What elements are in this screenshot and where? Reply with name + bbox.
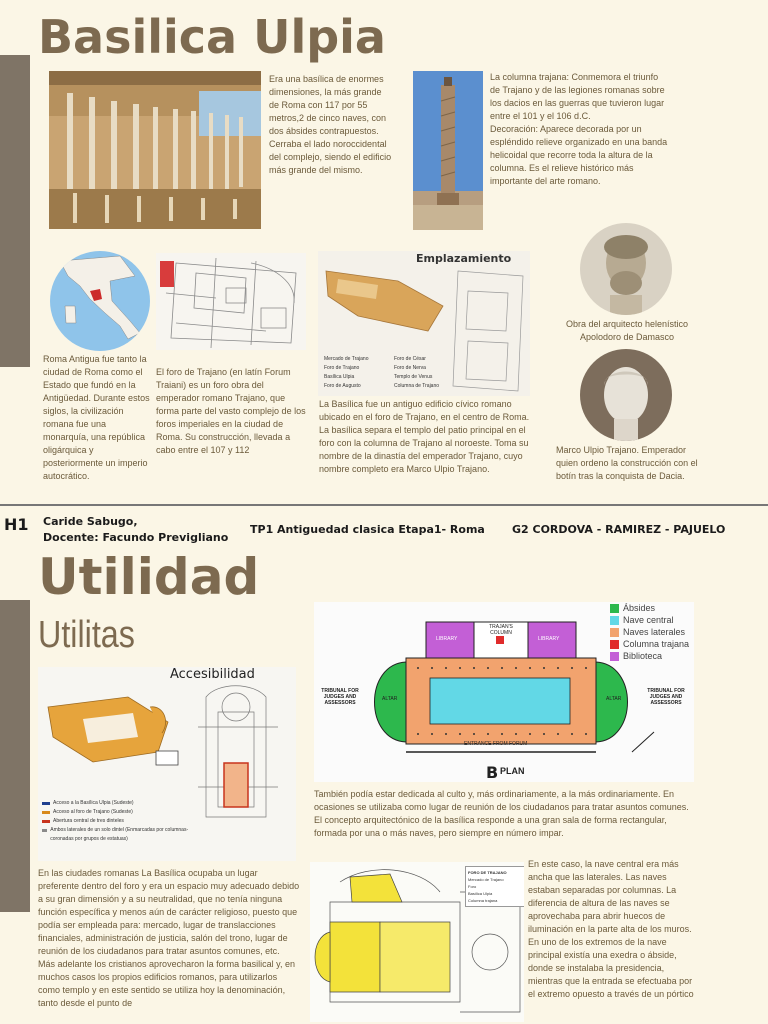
legend-entry bbox=[610, 638, 689, 650]
section-subtitle-utilitas: Utilitas bbox=[38, 614, 135, 656]
basilica-plan-figure bbox=[314, 602, 694, 782]
basilica-intro-text: Era una basílica de enormes dimensiones, la más grande de Roma con 117 por 55 metros,2 de cinco naves, con dos ábsides contrapuestos. Cerraba el lado noroccidental del complejo, siendo el edificio más grande del mismo. bbox=[269, 74, 392, 175]
plan-label: PLAN bbox=[500, 766, 525, 776]
legend-entry bbox=[42, 826, 192, 844]
nave-central-text: En este caso, la nave central era más ancha que las laterales. Las naves estaban separadas por columnas. La diferencia de altura de las naves se aprovechaba para abrir huecos de iluminación en la parte alta de los muros. En uno de los extremos de la nave principal existía una exedra o ábside, donde se instalaba la presidencia, mientras que la entrada se efectuaba por el extremo opuesto a través de un pórtico bbox=[528, 859, 694, 999]
legend-entry: Foro bbox=[468, 884, 477, 889]
apolodoro-caption: Obra del arquitecto helenístico Apolodoro de Damasco bbox=[565, 319, 689, 342]
accesibilidad-figure bbox=[38, 667, 296, 861]
legend-entry: Mercado de Trajano bbox=[324, 356, 369, 362]
legend-text: Ábsides bbox=[623, 603, 656, 613]
legend-entry bbox=[610, 614, 689, 626]
basilica-description-text: La Basílica fue un antiguo edificio cívico romano ubicado en el foro de Trajano, en el centro de Roma. La basílica separa el templo del patio principal en el foro con la columna de Trajano al noroeste. Toma su nombre de la dinastía del emperador Trajano, cuyo nombre completo era Marco Ulpio Trajano. bbox=[319, 399, 530, 474]
culto-text: También podía estar dedicada al culto y, más ordinariamente, a la más ordinariamente. En ocasiones se utilizaba como lugar de reunión de los ciudadanos para tratar asuntos comunes. El concepto arquitectónico de la basílica responde a una gran sala de forma rectangular, formada por una o más naves, pero siempre en número impar. bbox=[314, 789, 689, 838]
tribunal-right-label: TRIBUNAL FOR JUDGES AND ASSESSORS bbox=[647, 688, 685, 706]
trajan-column-photo bbox=[413, 71, 483, 230]
ciudades-romanas-text: En las ciudades romanas La Basílica ocupaba un lugar preferente dentro del foro y era un espacio muy adecuado debido a su gran dimensión y a su neutralidad, que no tenía ninguna función específica y menos aún de carácter religioso, puesto que podía ser empleada para: mercado, lugar de translacciones financiales, administración de justicia, salón del trono, lugar de reunión de los ciudadanos para tratar asuntos comunes, etc. Más adelante los cristianos aprovecharon la forma basilical y, en muchos casos los propios edificios romanos, para utilizarlos como templo y en este sentido se utiliza hoy la denominación, tanto desde el punto de bbox=[38, 868, 300, 1008]
legend-text: Columna trajana bbox=[623, 639, 690, 649]
legend-text: Abertura central de tres dinteles bbox=[53, 818, 124, 824]
legend-entry bbox=[42, 817, 192, 826]
legend-entry: Foro de Trajano bbox=[324, 365, 360, 371]
page-title: Basilica Ulpia bbox=[38, 10, 386, 64]
h1-label: H1 bbox=[4, 515, 29, 534]
italy-map bbox=[50, 251, 150, 351]
legend-entry: Templo de Venus bbox=[394, 374, 433, 380]
legend-entry: Columna de Trajano bbox=[394, 383, 440, 389]
roma-antigua-text: Roma Antigua fue tanto la ciudad de Roma como el Estado que fundó en la Antigüedad. Durante estos siglos, la civilización romana fue una monarquía, una república oligárquica y posteriormente un imperio autocrático. bbox=[43, 354, 150, 481]
basilica-interior-photo bbox=[49, 71, 261, 229]
library-left-label: LIBRARY bbox=[436, 636, 458, 642]
accesibilidad-legend bbox=[42, 799, 192, 844]
emplazamiento-label: Emplazamiento bbox=[416, 252, 512, 265]
trajano-bust-photo bbox=[580, 349, 672, 441]
legend-entry: Basílica Ulpia bbox=[468, 891, 493, 896]
legend-text: Acceso a la Basílica Ulpia (Sudeste) bbox=[53, 800, 134, 806]
legend-text: Acceso al foro de Trajano (Sudeste) bbox=[53, 809, 133, 815]
trajan-column-text: La columna trajana: Conmemora el triunfo de Trajano y de las legiones romanas sobre los dacios en las guerras que tuvieron lugar entre el 101 y el 106 d.C. Decoración: Aparece decorada por un espléndido relieve organizado en una banda helicoidal que recorre toda la altura de la columna. Es el relieve histórico más importante del arte romano. bbox=[490, 72, 668, 186]
emplazamiento-legend bbox=[324, 355, 464, 390]
legend-entry bbox=[42, 808, 192, 817]
plan-legend bbox=[610, 602, 689, 662]
legend-entry: Foro de César bbox=[394, 356, 426, 362]
authors-line-2: Docente: Facundo Previgliano bbox=[43, 531, 229, 544]
legend-entry bbox=[42, 799, 192, 808]
legend-text: Nave central bbox=[623, 615, 674, 625]
foro-legend-box bbox=[465, 866, 524, 907]
legend-text: Biblioteca bbox=[623, 651, 663, 661]
apolodoro-bust-photo bbox=[580, 223, 672, 315]
legend-text: Naves laterales bbox=[623, 627, 686, 637]
legend-entry: Foro de Augusto bbox=[324, 383, 361, 389]
forum-plan-map bbox=[156, 253, 306, 350]
accesibilidad-label: Accesibilidad bbox=[170, 667, 255, 682]
authors-line-1: Caride Sabugo, bbox=[43, 515, 138, 528]
legend-entry: Basílica Ulpia bbox=[324, 374, 355, 380]
entrance-label: ENTRANCE FROM FORUM bbox=[464, 741, 528, 747]
foro-trajano-plan-figure bbox=[310, 862, 524, 1022]
emplazamiento-figure bbox=[318, 251, 530, 396]
plan-letter: B bbox=[486, 763, 499, 782]
tp-title: TP1 Antiguedad clasica Etapa1- Roma bbox=[250, 523, 485, 536]
section-divider bbox=[0, 504, 768, 506]
legend-entry bbox=[610, 650, 689, 662]
group-members: G2 CORDOVA - RAMIREZ - PAJUELO bbox=[512, 523, 726, 536]
foro-legend-title: FORO DE TRAJANO bbox=[468, 870, 507, 875]
tribunal-left-label: TRIBUNAL FOR JUDGES AND ASSESSORS bbox=[321, 688, 359, 706]
altar-right-label: ALTAR bbox=[606, 696, 622, 702]
library-right-label: LIBRARY bbox=[538, 636, 560, 642]
legend-entry: Foro de Nerva bbox=[394, 365, 426, 371]
legend-entry bbox=[610, 626, 689, 638]
legend-entry bbox=[610, 602, 689, 614]
altar-left-label: ALTAR bbox=[382, 696, 398, 702]
left-accent-bar-top bbox=[0, 55, 30, 367]
section-title-utilidad: Utilidad bbox=[38, 548, 260, 606]
legend-entry: Mercado de Trajano bbox=[468, 877, 504, 882]
legend-entry: Columna trajana bbox=[468, 898, 498, 903]
trajans-column-label: TRAJAN'S COLUMN bbox=[489, 624, 513, 636]
foro-trajano-text: El foro de Trajano (en latín Forum Traiani) es un foro obra del emperador romano Trajano, que forma parte del vasto complejo de los foros imperiales en la ciudad de Roma. Su construcción, llevada a cabo entre el 107 y 112 bbox=[156, 367, 306, 455]
trajano-caption: Marco Ulpio Trajano. Emperador quien ordeno la construcción con el botín tras la conquista de Dacia. bbox=[556, 445, 698, 481]
legend-text: Ambos laterales de un solo dintel (Enmarcadas por columnas-coronadas por grupos de estatuas) bbox=[50, 827, 189, 842]
left-accent-bar-bottom bbox=[0, 600, 30, 912]
